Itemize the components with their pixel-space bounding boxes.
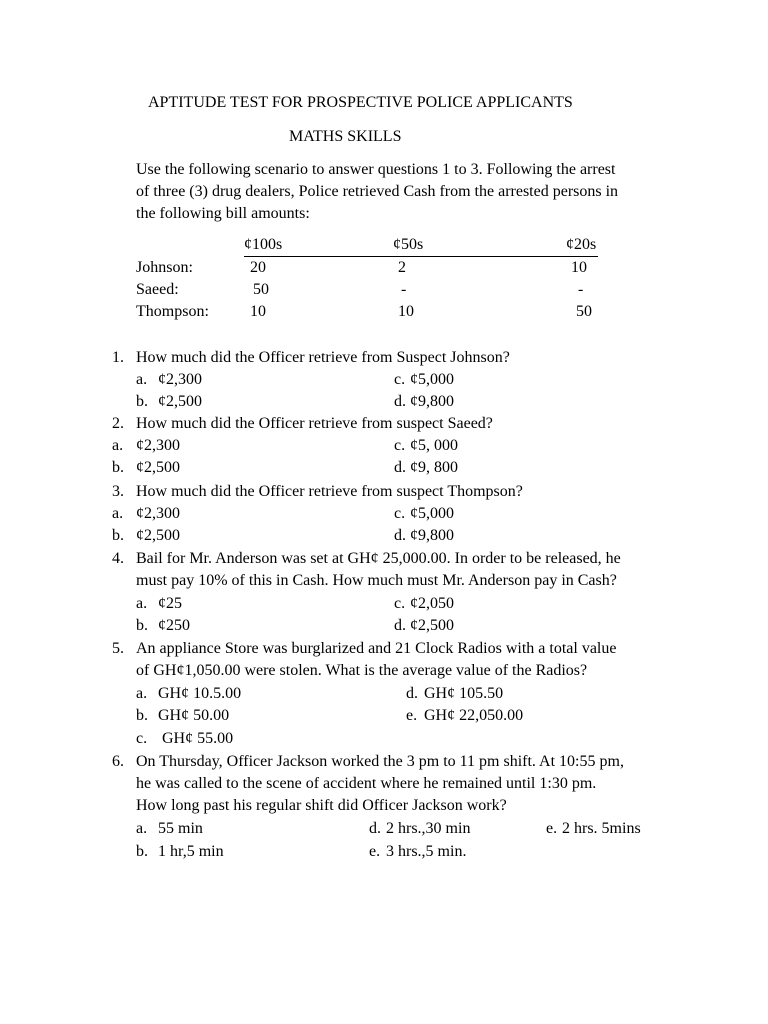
- option-label: d.: [406, 685, 418, 702]
- intro-line: Use the following scenario to answer questions 1 to 3. Following the arrest: [136, 161, 616, 178]
- question-text: An appliance Store was burglarized and 21 Clock Radios with a total value: [136, 640, 617, 657]
- option-text: ¢9,800: [410, 393, 454, 410]
- option-label: b.: [136, 707, 148, 724]
- option-label: d.: [394, 617, 406, 634]
- question-text: of GH¢1,050.00 were stolen. What is the average value of the Radios?: [136, 662, 588, 679]
- option-text: GH¢ 55.00: [162, 730, 234, 747]
- question-number: 4.: [112, 550, 124, 567]
- option-text: ¢25: [158, 595, 182, 612]
- table-header: ¢50s: [393, 236, 424, 253]
- question-text: he was called to the scene of accident where he remained until 1:30 pm.: [136, 775, 597, 792]
- table-cell: 50: [253, 281, 269, 298]
- option-text: ¢5, 000: [410, 437, 458, 454]
- option-text: ¢5,000: [410, 371, 454, 388]
- question-number: 3.: [112, 483, 124, 500]
- option-text: 3 hrs.,5 min.: [386, 843, 467, 860]
- option-text: 55 min: [158, 820, 203, 837]
- table-cell: 10: [571, 259, 587, 276]
- table-cell: -: [401, 281, 407, 298]
- option-text: ¢2,500: [410, 617, 454, 634]
- option-label: e.: [406, 707, 418, 724]
- option-label: c.: [394, 595, 406, 612]
- table-row-label: Johnson:: [136, 259, 193, 276]
- question-text: How much did the Officer retrieve from suspect Thompson?: [136, 483, 523, 500]
- option-text: 1 hr,5 min: [158, 843, 224, 860]
- option-text: ¢9,800: [410, 527, 454, 544]
- table-row-label: Thompson:: [136, 303, 209, 320]
- option-label: c.: [394, 505, 406, 522]
- option-label: c.: [394, 437, 406, 454]
- option-text: ¢2,300: [136, 505, 180, 522]
- question-text: How much did the Officer retrieve from suspect Saeed?: [136, 415, 493, 432]
- table-cell: -: [578, 281, 584, 298]
- question-text: must pay 10% of this in Cash. How much must Mr. Anderson pay in Cash?: [136, 572, 617, 589]
- option-label: c.: [136, 730, 148, 747]
- table-row-label: Saeed:: [136, 281, 179, 298]
- option-text: ¢250: [158, 617, 190, 634]
- option-label: b.: [136, 393, 148, 410]
- option-text: 2 hrs. 5mins: [562, 820, 641, 837]
- question-number: 5.: [112, 640, 124, 657]
- option-text: ¢2,300: [158, 371, 202, 388]
- option-label: b.: [136, 843, 148, 860]
- option-text: ¢5,000: [410, 505, 454, 522]
- option-label: b.: [112, 459, 124, 476]
- table-header: ¢100s: [244, 236, 283, 253]
- table-cell: 10: [250, 303, 266, 320]
- table-cell: 2: [398, 259, 406, 276]
- option-label: a.: [136, 820, 148, 837]
- option-text: GH¢ 50.00: [158, 707, 230, 724]
- question-text: Bail for Mr. Anderson was set at GH¢ 25,000.00. In order to be released, he: [136, 550, 621, 567]
- option-label: d.: [394, 527, 406, 544]
- intro-line: the following bill amounts:: [136, 205, 310, 222]
- table-header-rule: [244, 256, 598, 257]
- table-header: ¢20s: [566, 236, 597, 253]
- option-text: ¢2,500: [136, 459, 180, 476]
- option-text: ¢2,500: [158, 393, 202, 410]
- option-label: e.: [369, 843, 381, 860]
- table-cell: 10: [398, 303, 414, 320]
- option-label: a.: [136, 685, 148, 702]
- option-label: a.: [136, 371, 148, 388]
- option-text: 2 hrs.,30 min: [386, 820, 471, 837]
- option-text: ¢2,500: [136, 527, 180, 544]
- option-text: ¢2,050: [410, 595, 454, 612]
- option-label: a.: [112, 437, 124, 454]
- option-label: e.: [546, 820, 558, 837]
- page-title: APTITUDE TEST FOR PROSPECTIVE POLICE APPLICANTS: [148, 94, 573, 111]
- option-text: GH¢ 105.50: [424, 685, 504, 702]
- question-number: 1.: [112, 349, 124, 366]
- option-text: ¢2,300: [136, 437, 180, 454]
- option-text: ¢9, 800: [410, 459, 458, 476]
- page-subtitle: MATHS SKILLS: [289, 128, 402, 145]
- question-number: 2.: [112, 415, 124, 432]
- option-label: b.: [136, 617, 148, 634]
- option-label: a.: [136, 595, 148, 612]
- question-text: On Thursday, Officer Jackson worked the 3 pm to 11 pm shift. At 10:55 pm,: [136, 753, 624, 770]
- option-label: d.: [394, 393, 406, 410]
- table-cell: 20: [250, 259, 266, 276]
- option-text: GH¢ 22,050.00: [424, 707, 524, 724]
- option-text: GH¢ 10.5.00: [158, 685, 242, 702]
- option-label: b.: [112, 527, 124, 544]
- option-label: a.: [112, 505, 124, 522]
- question-text: How much did the Officer retrieve from Suspect Johnson?: [136, 349, 510, 366]
- option-label: d.: [394, 459, 406, 476]
- question-number: 6.: [112, 753, 124, 770]
- table-cell: 50: [576, 303, 592, 320]
- intro-line: of three (3) drug dealers, Police retrieved Cash from the arrested persons in: [136, 183, 619, 200]
- option-label: c.: [394, 371, 406, 388]
- option-label: d.: [369, 820, 381, 837]
- question-text: How long past his regular shift did Officer Jackson work?: [136, 797, 507, 814]
